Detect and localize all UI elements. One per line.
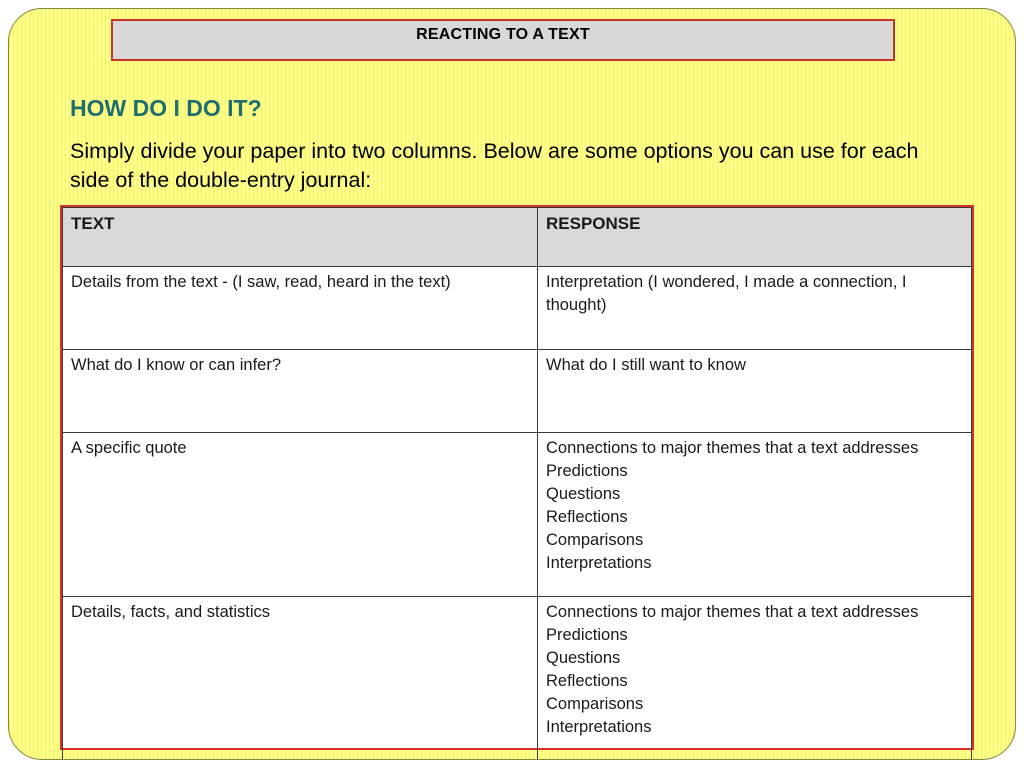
response-line: Connections to major themes that a text addresses [546, 439, 919, 457]
response-line: Predictions [546, 626, 628, 644]
response-line: Questions [546, 649, 621, 667]
double-entry-journal-table [60, 205, 974, 750]
response-line: Comparisons [546, 695, 644, 713]
response-cell [538, 597, 972, 761]
section-heading: HOW DO I DO IT? [70, 95, 262, 121]
response-line: Questions [546, 485, 621, 503]
response-cell [538, 433, 972, 597]
text-cell: Details, facts, and statistics [63, 597, 538, 761]
response-line: Predictions [546, 462, 628, 480]
text-cell: What do I know or can infer? [63, 350, 538, 433]
table-row [63, 267, 972, 350]
response-line: Comparisons [546, 531, 644, 549]
response-line: Reflections [546, 672, 628, 690]
slide [8, 8, 1016, 760]
text-cell: Details from the text - (I saw, read, heard in the text) [63, 267, 538, 350]
response-line: Reflections [546, 508, 628, 526]
intro-paragraph: Simply divide your paper into two columns. Below are some options you can use for each side of the double-entry journal: [70, 139, 919, 192]
table-header-row [63, 208, 972, 267]
response-line: Interpretations [546, 554, 652, 572]
table-row [63, 350, 972, 433]
table-row [63, 597, 972, 761]
text-cell: A specific quote [63, 433, 538, 597]
response-line: Connections to major themes that a text addresses [546, 603, 919, 621]
response-cell [538, 350, 972, 433]
response-line: Interpretation (I wondered, I made a connection, I thought) [546, 273, 907, 314]
response-line: Interpretations [546, 718, 652, 736]
slide-title: REACTING TO A TEXT [416, 26, 590, 43]
column-header-text: TEXT [63, 208, 538, 267]
response-line: What do I still want to know [546, 356, 746, 374]
title-box [111, 19, 895, 61]
table-row [63, 433, 972, 597]
column-header-response: RESPONSE [538, 208, 972, 267]
response-cell [538, 267, 972, 350]
